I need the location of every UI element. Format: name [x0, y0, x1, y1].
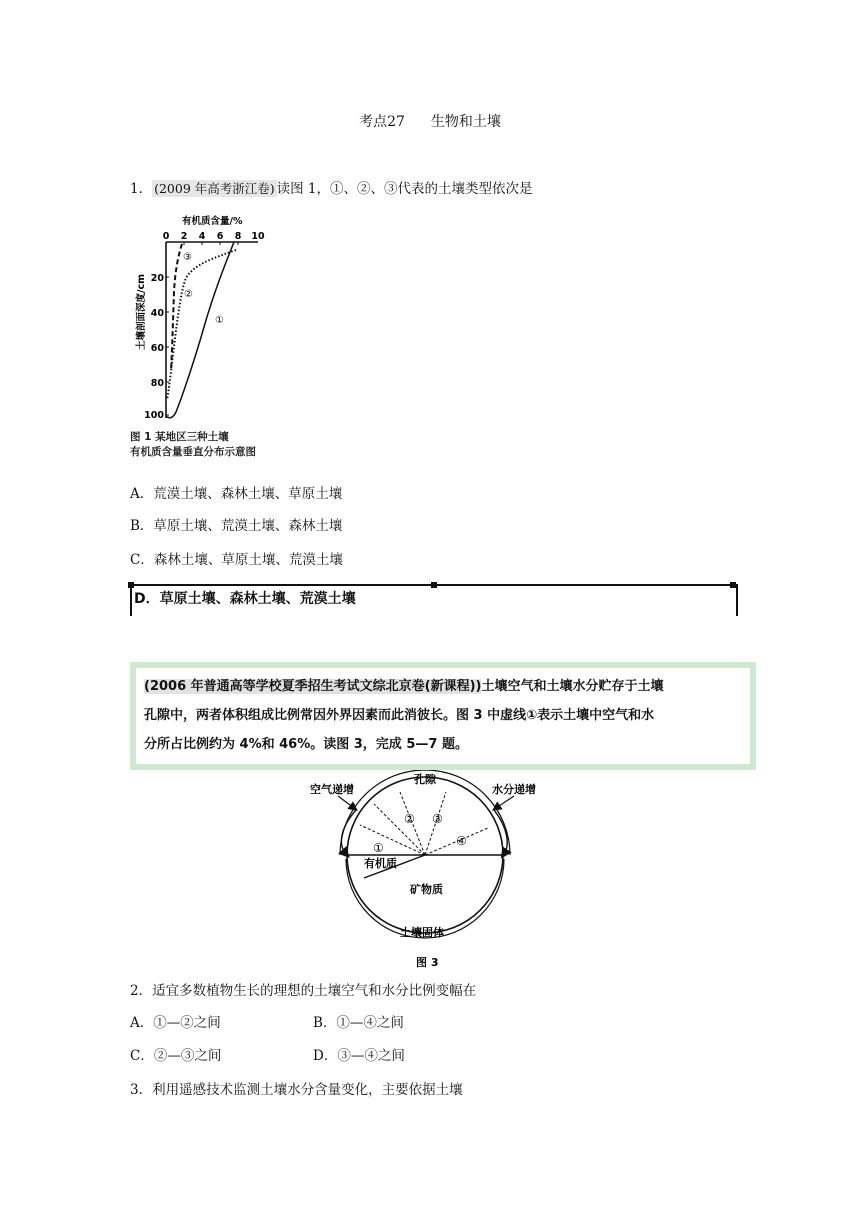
fig3-solid-label: 土壤固体: [400, 926, 444, 939]
fig3-organic-label: 有机质: [364, 857, 397, 870]
q1-stem-text: 读图 1，①、②、③代表的土壤类型依次是: [276, 181, 533, 197]
figure-3-diagram: [310, 770, 550, 975]
fig1-y-tick: 80: [150, 378, 164, 389]
fig1-x-tick: 6: [216, 231, 224, 242]
fig1-x-tick: 10: [251, 231, 265, 242]
passage-source: (2006 年普通高等学校夏季招生考试文综北京卷(新课程)): [144, 679, 482, 694]
q1-option-d-box: [130, 584, 738, 616]
q2-option-b: B．①—④之间: [313, 1015, 404, 1031]
fig3-air-label: 空气递增: [310, 783, 354, 796]
q1-option-b: B．草原土壤、荒漠土壤、森林土壤: [130, 518, 343, 534]
fig1-top-axis-label: 有机质含量/%: [182, 216, 243, 227]
fig3-marker: ④: [456, 834, 467, 848]
fig1-curve-label: ②: [184, 289, 193, 300]
q1-option-a: A．荒漠土壤、森林土壤、草原土壤: [130, 486, 343, 502]
figure-1-chart: [130, 212, 280, 432]
fig1-x-tick: 2: [180, 231, 188, 242]
q2-option-c: C．②—③之间: [130, 1048, 222, 1064]
q1-source: (2009 年高考浙江卷): [154, 181, 275, 196]
box-handle: [730, 582, 736, 588]
title-topic: 生物和土壤: [430, 114, 501, 130]
fig1-caption-line1: 图 1 某地区三种土壤: [130, 431, 229, 443]
box-handle: [431, 582, 437, 588]
fig3-caption: 图 3: [416, 956, 439, 969]
fig3-marker: ③: [432, 812, 443, 826]
q1-option-c: C．森林土壤、草原土壤、荒漠土壤: [130, 552, 343, 568]
fig3-marker: ②: [404, 812, 415, 826]
title-code: 考点27: [359, 114, 405, 130]
fig3-mineral-label: 矿物质: [410, 883, 443, 896]
passage-line-2: 孔隙中，两者体积组成比例常因外界因素而此消彼长。图 3 中虚线①表示土壤中空气和水: [144, 708, 655, 723]
fig1-x-tick: 0: [162, 231, 170, 242]
fig1-x-tick: 8: [234, 231, 242, 242]
fig1-curve-label: ③: [183, 252, 192, 263]
fig1-y-axis-label: 土壤剖面深度/cm: [136, 273, 147, 351]
fig3-water-label: 水分递增: [492, 783, 536, 796]
passage-line-1: [144, 672, 742, 701]
fig1-curve-3: [171, 244, 182, 370]
fig1-y-tick: 20: [150, 273, 164, 284]
q3-stem: 3．利用遥感技术监测土壤水分含量变化，主要依据土壤: [130, 1082, 463, 1098]
fig1-x-tick: 4: [198, 231, 206, 242]
figure-1-caption: [130, 430, 256, 460]
q2-stem: 2．适宜多数植物生长的理想的土壤空气和水分比例变幅在: [130, 983, 477, 999]
q1-number: 1．: [130, 181, 153, 197]
fig1-curve-label: ①: [215, 315, 224, 326]
q1-option-d: D．草原土壤、森林土壤、荒漠土壤: [134, 591, 356, 607]
q1-stem: [130, 180, 533, 198]
fig3-marker: ①: [373, 841, 384, 855]
fig1-y-tick: 60: [150, 343, 164, 354]
q2-option-a: A．①—②之间: [130, 1015, 221, 1031]
fig3-pore-label: 孔隙: [414, 773, 436, 786]
q2-option-d: D．③—④之间: [313, 1048, 405, 1064]
fig1-y-tick: 40: [150, 308, 164, 319]
passage-line-3: 分所占比例约为 4%和 46%。读图 3，完成 5—7 题。: [144, 737, 468, 752]
passage-box: [130, 662, 756, 770]
fig1-curve-2: [167, 250, 236, 400]
passage-line1-rest: 土壤空气和土壤水分贮存于土壤: [481, 679, 664, 694]
fig1-y-tick: 100: [144, 410, 164, 421]
page-title: [0, 111, 860, 131]
fig1-caption-line2: 有机质含量垂直分布示意图: [130, 446, 256, 458]
